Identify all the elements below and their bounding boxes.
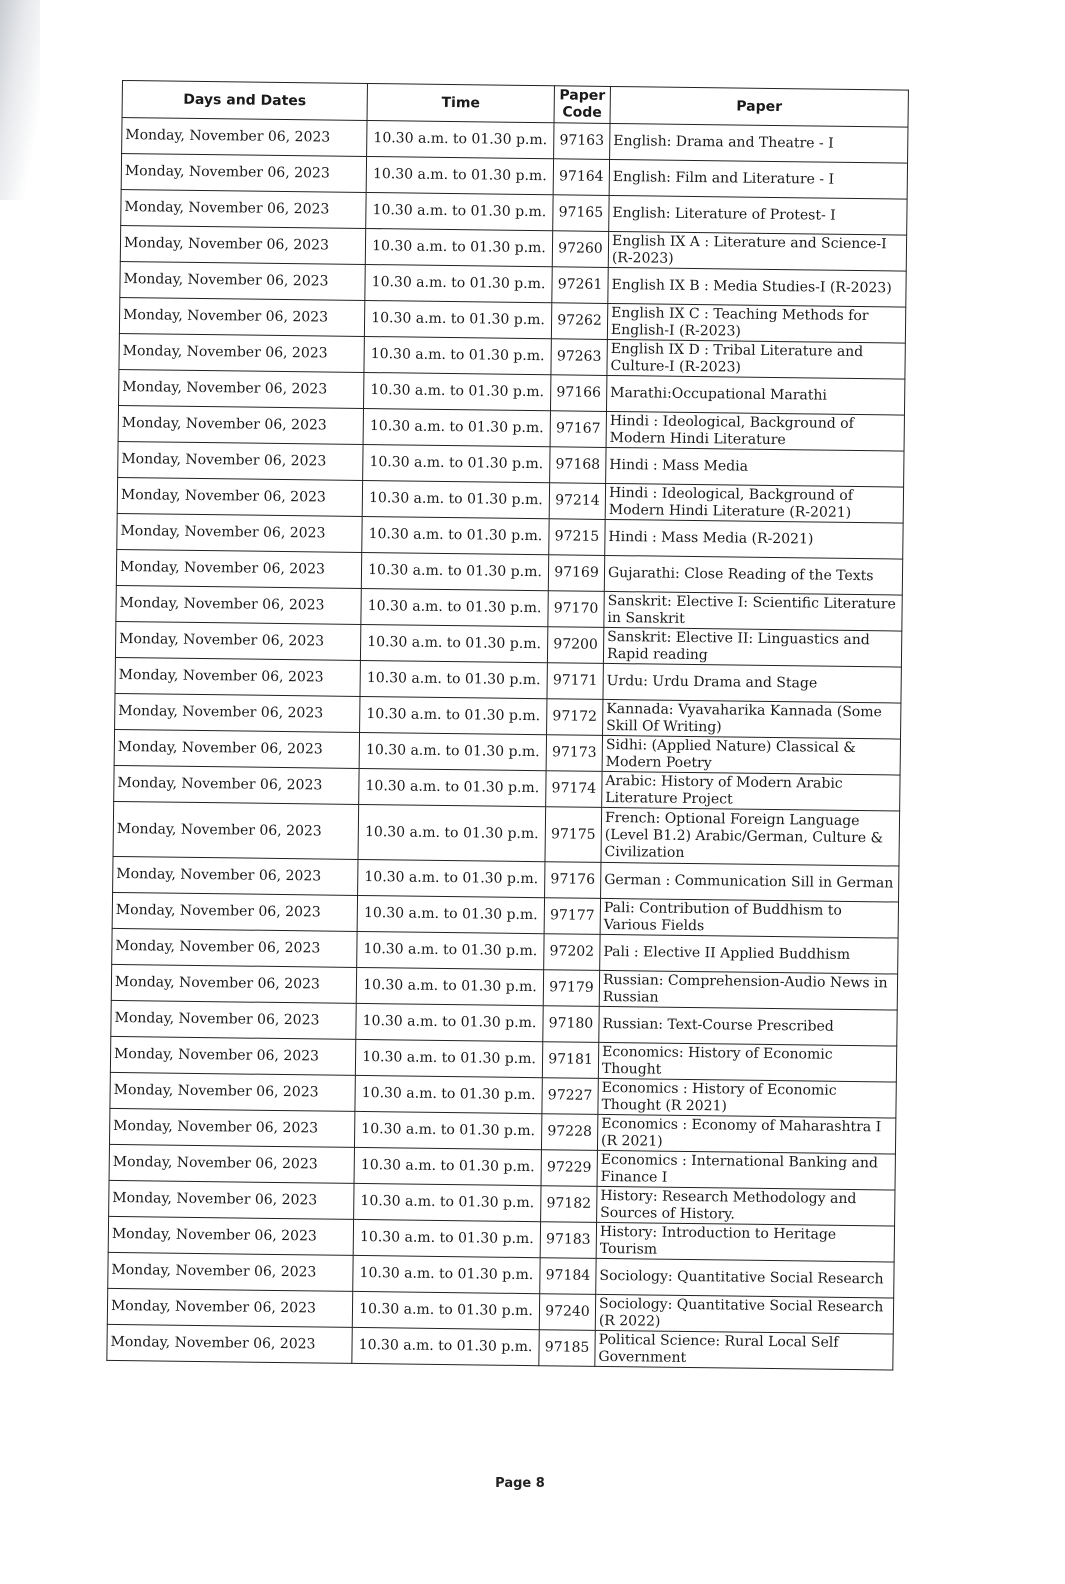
time-cell: 10.30 a.m. to 01.30 p.m. [361, 588, 548, 626]
header-time: Time [367, 83, 554, 122]
paper-title-cell: French: Optional Foreign Language (Level B1.2) Arabic/German, Culture & Civilization [601, 807, 900, 866]
day-cell: Monday, November 06, 2023 [112, 928, 357, 967]
paper-title-cell: Sociology: Quantitative Social Research [596, 1258, 894, 1298]
time-cell: 10.30 a.m. to 01.30 p.m. [362, 516, 549, 554]
day-cell: Monday, November 06, 2023 [111, 1000, 356, 1039]
paper-title-cell: Russian: Comprehension-Audio News in Russian [599, 970, 897, 1010]
day-cell: Monday, November 06, 2023 [120, 261, 365, 300]
paper-title-cell: Urdu: Urdu Drama and Stage [603, 663, 901, 703]
time-cell: 10.30 a.m. to 01.30 p.m. [364, 372, 551, 410]
day-cell: Monday, November 06, 2023 [117, 513, 362, 552]
paper-code-cell: 97177 [544, 898, 600, 935]
time-cell: 10.30 a.m. to 01.30 p.m. [360, 660, 547, 698]
paper-code-cell: 97166 [550, 375, 606, 412]
paper-title-cell: Economics : International Banking and Finance I [597, 1150, 895, 1190]
day-cell: Monday, November 06, 2023 [119, 369, 364, 408]
paper-code-cell: 97182 [541, 1186, 597, 1223]
paper-code-cell: 97164 [553, 159, 609, 196]
day-cell: Monday, November 06, 2023 [119, 333, 364, 372]
paper-code-cell: 97202 [544, 934, 600, 971]
time-cell: 10.30 a.m. to 01.30 p.m. [363, 444, 550, 482]
paper-title-cell: Hindi : Mass Media [606, 447, 904, 487]
time-cell: 10.30 a.m. to 01.30 p.m. [361, 552, 548, 590]
paper-code-cell: 97170 [548, 591, 604, 628]
exam-schedule-table [106, 80, 909, 1371]
time-cell: 10.30 a.m. to 01.30 p.m. [357, 931, 544, 969]
paper-code-cell: 97167 [550, 411, 606, 448]
paper-title-cell: Pali : Elective II Applied Buddhism [600, 934, 898, 974]
paper-code-cell: 97228 [541, 1114, 597, 1151]
day-cell: Monday, November 06, 2023 [108, 1252, 353, 1291]
day-cell: Monday, November 06, 2023 [119, 297, 364, 336]
paper-title-cell: English IX C : Teaching Methods for English-I (R-2023) [607, 303, 905, 343]
paper-title-cell: Political Science: Rural Local Self Government [595, 1330, 893, 1370]
time-cell: 10.30 a.m. to 01.30 p.m. [359, 732, 546, 770]
day-cell: Monday, November 06, 2023 [115, 693, 360, 732]
paper-title-cell: Hindi : Ideological, Background of Modern Hindi Literature [606, 411, 904, 451]
paper-code-cell: 97185 [539, 1330, 595, 1367]
paper-title-cell: Hindi : Ideological, Background of Modern Hindi Literature (R-2021) [605, 483, 903, 523]
day-cell: Monday, November 06, 2023 [113, 801, 359, 859]
header-days-and-dates: Days and Dates [122, 81, 367, 121]
time-cell: 10.30 a.m. to 01.30 p.m. [358, 859, 545, 897]
time-cell: 10.30 a.m. to 01.30 p.m. [365, 228, 552, 266]
header-paper: Paper [610, 86, 908, 127]
paper-code-cell: 97215 [549, 519, 605, 556]
day-cell: Monday, November 06, 2023 [118, 441, 363, 480]
time-cell: 10.30 a.m. to 01.30 p.m. [366, 156, 553, 194]
day-cell: Monday, November 06, 2023 [107, 1288, 352, 1327]
paper-code-cell: 97169 [548, 555, 604, 592]
time-cell: 10.30 a.m. to 01.30 p.m. [359, 768, 546, 806]
paper-title-cell: History: Research Methodology and Sources of History. [597, 1186, 895, 1226]
day-cell: Monday, November 06, 2023 [121, 189, 366, 228]
paper-code-cell: 97174 [546, 771, 602, 808]
paper-title-cell: Pali: Contribution of Buddhism to Various Fields [600, 898, 898, 938]
paper-title-cell: Economics : History of Economic Thought (R 2021) [598, 1078, 896, 1118]
paper-code-cell: 97240 [539, 1294, 595, 1331]
paper-title-cell: English IX D : Tribal Literature and Culture-I (R-2023) [607, 339, 905, 379]
header-paper-code: Paper Code [554, 86, 610, 124]
day-cell: Monday, November 06, 2023 [118, 405, 363, 444]
paper-title-cell: English: Literature of Protest- I [609, 195, 907, 235]
time-cell: 10.30 a.m. to 01.30 p.m. [354, 1183, 541, 1221]
paper-code-cell: 97229 [541, 1150, 597, 1187]
paper-title-cell: English IX B : Media Studies-I (R-2023) [608, 267, 906, 307]
paper-title-cell: Sanskrit: Elective I: Scientific Literature in Sanskrit [604, 591, 902, 631]
time-cell: 10.30 a.m. to 01.30 p.m. [355, 1039, 542, 1077]
paper-code-cell: 97261 [552, 267, 608, 304]
paper-title-cell: Economics : Economy of Maharashtra I (R 2021) [597, 1114, 895, 1154]
paper-code-cell: 97260 [552, 231, 608, 268]
time-cell: 10.30 a.m. to 01.30 p.m. [353, 1255, 540, 1293]
day-cell: Monday, November 06, 2023 [113, 856, 358, 895]
paper-code-cell: 97163 [554, 123, 610, 160]
paper-title-cell: Gujarathi: Close Reading of the Texts [604, 555, 902, 595]
paper-code-cell: 97263 [551, 339, 607, 376]
time-cell: 10.30 a.m. to 01.30 p.m. [366, 192, 553, 230]
scan-edge-shadow [0, 0, 40, 200]
paper-title-cell: Hindi : Mass Media (R-2021) [605, 519, 903, 559]
paper-code-cell: 97180 [543, 1006, 599, 1043]
paper-title-cell: Sociology: Quantitative Social Research (R 2022) [595, 1294, 893, 1334]
paper-title-cell: Marathi:Occupational Marathi [606, 375, 904, 415]
time-cell: 10.30 a.m. to 01.30 p.m. [354, 1147, 541, 1185]
day-cell: Monday, November 06, 2023 [116, 585, 361, 624]
paper-code-cell: 97173 [546, 735, 602, 772]
paper-code-cell: 97172 [547, 699, 603, 736]
paper-title-cell: Economics: History of Economic Thought [598, 1042, 896, 1082]
day-cell: Monday, November 06, 2023 [115, 657, 360, 696]
time-cell: 10.30 a.m. to 01.30 p.m. [364, 336, 551, 374]
time-cell: 10.30 a.m. to 01.30 p.m. [367, 120, 554, 158]
day-cell: Monday, November 06, 2023 [114, 729, 359, 768]
time-cell: 10.30 a.m. to 01.30 p.m. [362, 480, 549, 518]
day-cell: Monday, November 06, 2023 [108, 1216, 353, 1255]
day-cell: Monday, November 06, 2023 [111, 964, 356, 1003]
paper-code-cell: 97227 [542, 1078, 598, 1115]
day-cell: Monday, November 06, 2023 [120, 225, 365, 264]
paper-code-cell: 97184 [540, 1258, 596, 1295]
paper-code-cell: 97171 [547, 663, 603, 700]
paper-code-cell: 97181 [542, 1042, 598, 1079]
time-cell: 10.30 a.m. to 01.30 p.m. [358, 804, 546, 861]
paper-code-cell: 97175 [545, 807, 602, 863]
day-cell: Monday, November 06, 2023 [107, 1324, 352, 1363]
time-cell: 10.30 a.m. to 01.30 p.m. [360, 696, 547, 734]
paper-code-cell: 97214 [549, 483, 605, 520]
day-cell: Monday, November 06, 2023 [110, 1072, 355, 1111]
time-cell: 10.30 a.m. to 01.30 p.m. [364, 300, 551, 338]
time-cell: 10.30 a.m. to 01.30 p.m. [365, 264, 552, 302]
paper-title-cell: English IX A : Literature and Science-I (R-2023) [608, 231, 906, 271]
paper-title-cell: Sidhi: (Applied Nature) Classical & Modern Poetry [602, 735, 900, 775]
day-cell: Monday, November 06, 2023 [116, 549, 361, 588]
paper-title-cell: Arabic: History of Modern Arabic Literature Project [602, 771, 900, 811]
paper-title-cell: German : Communication Sill in German [601, 862, 899, 902]
day-cell: Monday, November 06, 2023 [117, 477, 362, 516]
time-cell: 10.30 a.m. to 01.30 p.m. [360, 624, 547, 662]
day-cell: Monday, November 06, 2023 [115, 621, 360, 660]
day-cell: Monday, November 06, 2023 [109, 1180, 354, 1219]
day-cell: Monday, November 06, 2023 [110, 1036, 355, 1075]
time-cell: 10.30 a.m. to 01.30 p.m. [357, 895, 544, 933]
paper-title-cell: English: Drama and Theatre - I [610, 123, 908, 163]
paper-code-cell: 97200 [547, 627, 603, 664]
time-cell: 10.30 a.m. to 01.30 p.m. [352, 1291, 539, 1329]
paper-code-cell: 97262 [551, 303, 607, 340]
day-cell: Monday, November 06, 2023 [112, 892, 357, 931]
paper-code-cell: 97183 [540, 1222, 596, 1259]
table-body [107, 118, 908, 1371]
paper-code-cell: 97176 [545, 862, 601, 899]
time-cell: 10.30 a.m. to 01.30 p.m. [363, 408, 550, 446]
paper-title-cell: Kannada: Vyavaharika Kannada (Some Skill Of Writing) [603, 699, 901, 739]
day-cell: Monday, November 06, 2023 [109, 1144, 354, 1183]
time-cell: 10.30 a.m. to 01.30 p.m. [353, 1219, 540, 1257]
paper-title-cell: Russian: Text-Course Prescribed [599, 1006, 897, 1046]
paper-title-cell: English: Film and Literature - I [609, 159, 907, 199]
day-cell: Monday, November 06, 2023 [121, 154, 366, 193]
time-cell: 10.30 a.m. to 01.30 p.m. [352, 1327, 539, 1365]
time-cell: 10.30 a.m. to 01.30 p.m. [356, 967, 543, 1005]
paper-code-cell: 97165 [553, 195, 609, 232]
paper-title-cell: Sanskrit: Elective II: Linguastics and Rapid reading [603, 627, 901, 667]
day-cell: Monday, November 06, 2023 [109, 1108, 354, 1147]
time-cell: 10.30 a.m. to 01.30 p.m. [356, 1003, 543, 1041]
day-cell: Monday, November 06, 2023 [122, 118, 367, 157]
paper-code-cell: 97168 [550, 447, 606, 484]
day-cell: Monday, November 06, 2023 [114, 765, 359, 804]
page-number: Page 8 [495, 1476, 545, 1491]
table-row [113, 801, 900, 866]
paper-title-cell: History: Introduction to Heritage Tourism [596, 1222, 894, 1262]
paper-code-cell: 97179 [543, 970, 599, 1007]
time-cell: 10.30 a.m. to 01.30 p.m. [354, 1111, 541, 1149]
time-cell: 10.30 a.m. to 01.30 p.m. [355, 1075, 542, 1113]
